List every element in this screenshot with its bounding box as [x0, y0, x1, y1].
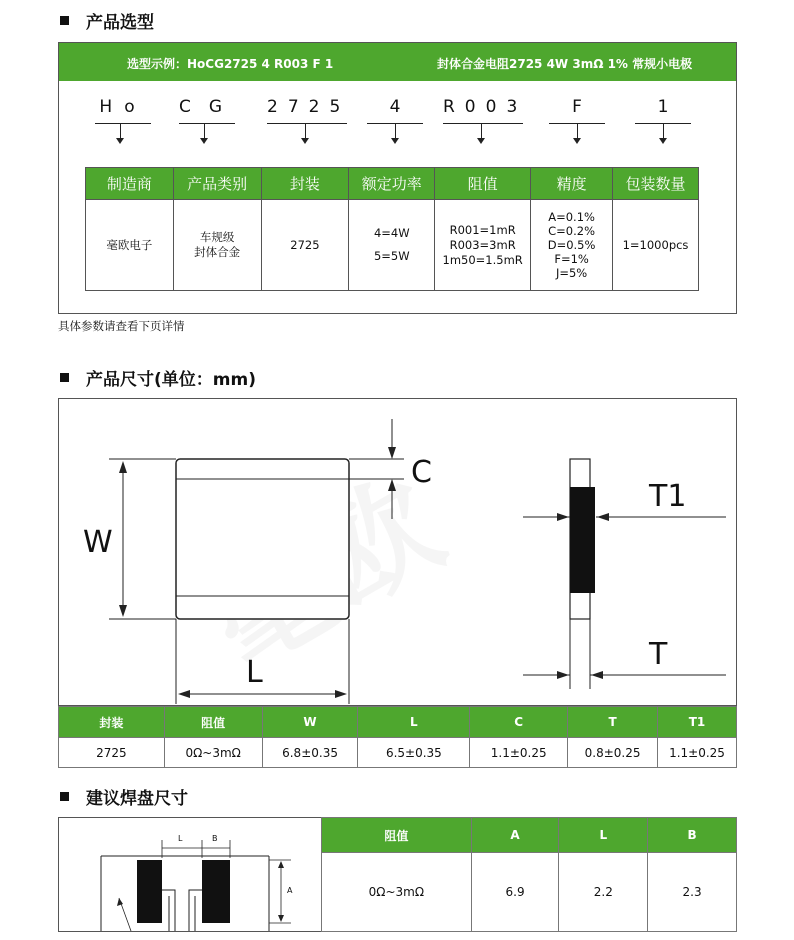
label-l: L — [246, 655, 263, 690]
arrow-down-icon — [573, 138, 581, 144]
dim-cell-t1: 1.1±0.25 — [658, 738, 737, 768]
dim-header-t: T — [568, 707, 658, 738]
section-title-text: 建议焊盘尺寸 — [86, 789, 188, 809]
header-tolerance: 精度 — [531, 168, 613, 200]
code-letter: Ho — [99, 97, 147, 117]
pad-header-resistance: 阻值 — [322, 818, 472, 853]
pad-drawing-panel — [58, 817, 322, 932]
arrow-down-icon — [391, 138, 399, 144]
detail-note: 具体参数请查看下页详情 — [58, 319, 185, 333]
dim-header-package: 封装 — [59, 707, 165, 738]
pad-cell-resistance: 0Ω~3mΩ — [322, 853, 472, 932]
dim-cell-c: 1.1±0.25 — [470, 738, 568, 768]
header-manufacturer: 制造商 — [86, 168, 174, 200]
dimension-table — [58, 706, 737, 768]
pad-cell-l: 2.2 — [559, 853, 648, 932]
section-title-text: 产品尺寸(单位：mm) — [86, 370, 256, 390]
pad-header-b: B — [648, 818, 737, 853]
code-letter: CG — [179, 97, 241, 117]
pad-label-l: L — [178, 834, 183, 843]
dimension-drawing — [59, 399, 736, 705]
pad-label-b: B — [212, 834, 218, 843]
label-t: T — [649, 637, 668, 672]
label-c: C — [411, 455, 432, 490]
header-package: 封装 — [261, 168, 349, 200]
code-r003 — [443, 97, 528, 144]
header-packing: 包装数量 — [613, 168, 699, 200]
cell-category: 车规级 封体合金 — [173, 200, 261, 291]
bullet-square-icon — [60, 373, 69, 382]
dim-cell-t: 0.8±0.25 — [568, 738, 658, 768]
arrow-down-icon — [659, 138, 667, 144]
header-power: 额定功率 — [349, 168, 435, 200]
dim-header-w: W — [262, 707, 358, 738]
dim-header-resistance: 阻值 — [164, 707, 262, 738]
banner-example: 选型示例：HoCG2725 4 R003 F 1 — [127, 57, 334, 71]
cell-manufacturer: 毫欧电子 — [86, 200, 174, 291]
section-title-selection — [60, 8, 154, 33]
header-category: 产品类别 — [173, 168, 261, 200]
code-cg — [179, 97, 241, 144]
arrow-down-icon — [200, 138, 208, 144]
cell-resistance: R001=1mR R003=3mR 1m50=1.5mR — [435, 200, 531, 291]
pad-cell-a: 6.9 — [471, 853, 559, 932]
section-title-dimensions — [60, 365, 256, 390]
code-1 — [635, 97, 691, 144]
bullet-square-icon — [60, 792, 69, 801]
code-2725 — [267, 97, 351, 144]
cell-power: 4=4W 5=5W — [349, 200, 435, 291]
selection-panel — [58, 42, 737, 314]
dim-cell-l: 6.5±0.35 — [358, 738, 470, 768]
selection-table — [85, 167, 699, 291]
dim-header-t1: T1 — [658, 707, 737, 738]
dim-header-c: C — [470, 707, 568, 738]
bullet-square-icon — [60, 16, 69, 25]
dim-cell-package: 2725 — [59, 738, 165, 768]
pad-drawing — [59, 818, 321, 931]
label-t1: T1 — [649, 479, 687, 514]
arrow-down-icon — [116, 138, 124, 144]
pad-cell-b: 2.3 — [648, 853, 737, 932]
code-f — [549, 97, 605, 144]
pad-table — [321, 817, 737, 932]
label-w: W — [83, 525, 113, 560]
banner-description: 封体合金电阻2725 4W 3mΩ 1% 常规小电极 — [437, 57, 693, 71]
pad-header-l: L — [559, 818, 648, 853]
arrow-down-icon — [301, 138, 309, 144]
pad-header-a: A — [471, 818, 559, 853]
section-title-pad — [60, 784, 188, 809]
dim-cell-w: 6.8±0.35 — [262, 738, 358, 768]
cell-packing: 1=1000pcs — [613, 200, 699, 291]
code-4 — [367, 97, 423, 144]
selection-banner — [59, 43, 736, 81]
dim-header-l: L — [358, 707, 470, 738]
arrow-down-icon — [477, 138, 485, 144]
code-letter: 2725 — [267, 97, 351, 117]
cell-tolerance: A=0.1% C=0.2% D=0.5% F=1% J=5% — [531, 200, 613, 291]
code-letter: 4 — [389, 97, 401, 117]
code-ho — [95, 97, 151, 144]
code-letter: F — [572, 97, 582, 117]
pad-label-a: A — [287, 886, 293, 895]
section-title-text: 产品选型 — [86, 13, 154, 33]
dim-cell-resistance: 0Ω~3mΩ — [164, 738, 262, 768]
dimension-drawing-panel — [58, 398, 737, 706]
code-letter: R003 — [443, 97, 528, 117]
header-resistance: 阻值 — [435, 168, 531, 200]
code-letter: 1 — [657, 97, 669, 117]
cell-package: 2725 — [261, 200, 349, 291]
